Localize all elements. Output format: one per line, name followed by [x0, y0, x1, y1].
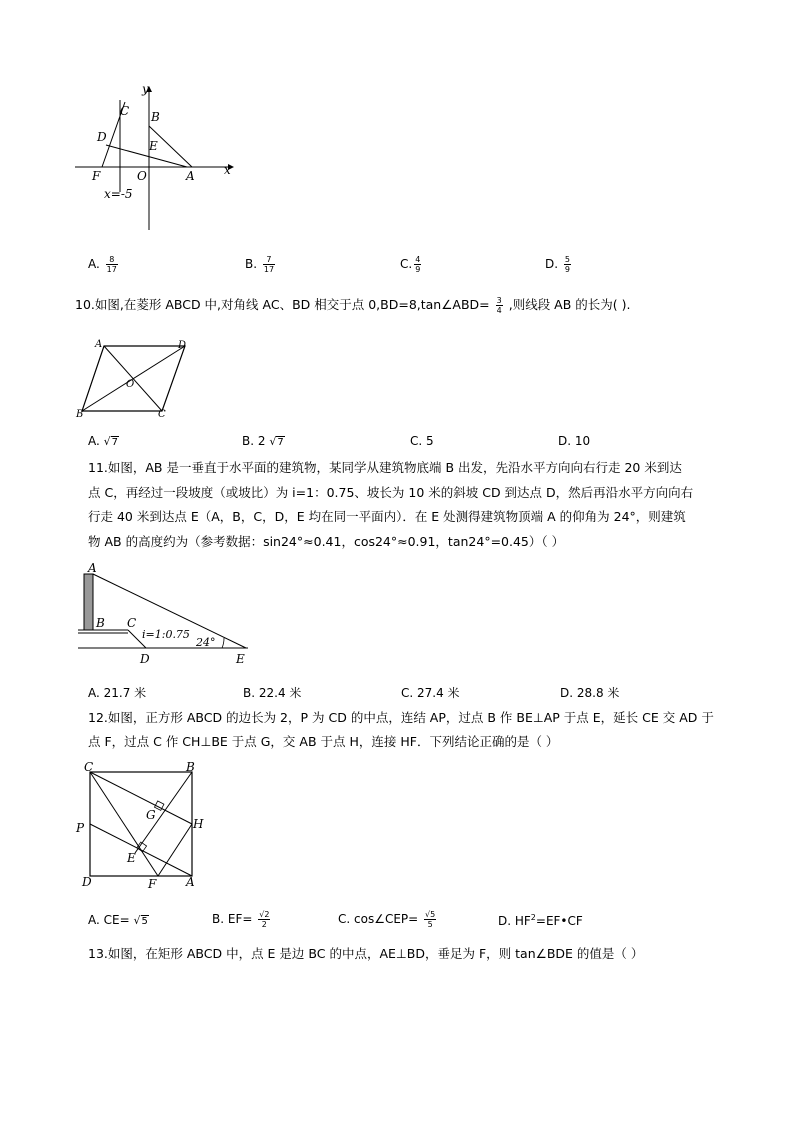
q12-option-b[interactable]: B. EF= $\frac{√2}{2}$ [212, 910, 270, 929]
label-D: D [82, 875, 92, 889]
q11-option-c[interactable]: C. 27.4 米 [401, 686, 460, 700]
label-B: B [186, 760, 195, 774]
q12-option-a[interactable]: A. CE= √5 [88, 913, 148, 927]
label-slope: i=1:0.75 [142, 628, 190, 641]
label-A: A [186, 875, 195, 889]
label-line: x=-5 [104, 187, 133, 201]
q9-option-a[interactable]: A. $\frac{8}{17}$ [88, 255, 117, 274]
label-F: F [92, 169, 101, 183]
label-H: H [193, 817, 204, 831]
label-B: B [76, 409, 84, 420]
q10-figure [70, 336, 195, 421]
label-C: C [127, 616, 137, 630]
label-y: y [142, 82, 149, 96]
q10-option-a[interactable]: A. √7 [88, 434, 119, 448]
q11-line-1: 11.如图，AB 是一垂直于水平面的建筑物，某同学从建筑物底端 B 出发，先沿水平方向向右行走 20 米到达 [88, 460, 682, 475]
label-D: D [97, 130, 107, 144]
q12-option-c[interactable]: C. cos∠CEP= $\frac{√5}{5}$ [338, 910, 436, 929]
q11-option-d[interactable]: D. 28.8 米 [560, 686, 620, 700]
label-E: E [127, 851, 136, 865]
label-C: C [158, 409, 166, 420]
label-A: A [95, 339, 103, 350]
label-D: D [178, 340, 187, 351]
q9-figure [70, 80, 245, 235]
label-G: G [146, 808, 156, 822]
q12-option-d[interactable]: D. $HF^2=EF•CF$ [498, 913, 583, 928]
label-E: E [236, 652, 245, 666]
label-A: A [88, 561, 97, 575]
label-F: F [148, 877, 157, 891]
q11-option-a[interactable]: A. 21.7 米 [88, 686, 147, 700]
label-C: C [84, 760, 94, 774]
q12-line-2: 点 F，过点 C 作 CH⊥BE 于点 G，交 AB 于点 H，连接 HF．下列结论正确的是（ ） [88, 734, 559, 749]
q11-figure [70, 560, 255, 670]
label-B: B [96, 616, 105, 630]
label-O: O [137, 169, 147, 183]
q11-line-2: 点 C，再经过一段坡度（或坡比）为 i=1：0.75、坡长为 10 米的斜坡 CD 到达点 D，然后再沿水平方向向右 [88, 485, 694, 500]
label-B: B [151, 110, 160, 124]
label-P: P [76, 821, 85, 835]
q11-line-3: 行走 40 米到达点 E（A，B，C，D，E 均在同一平面内）．在 E 处测得建筑物顶端 A 的仰角为 24°，则建筑 [88, 509, 686, 524]
q11-option-b[interactable]: B. 22.4 米 [243, 686, 302, 700]
label-O: O [126, 379, 135, 390]
q10-stem: 10.如图,在菱形 ABCD 中,对角线 AC、BD 相交于点 0,BD=8,tan∠ABD= $\frac{3}{4}$ ,则线段 AB 的长为( ). [75, 296, 631, 315]
label-A: A [186, 169, 195, 183]
q9-option-b[interactable]: B. $\frac{7}{17}$ [245, 255, 275, 274]
q9-option-c[interactable]: C. $\frac{4}{9}$ [400, 255, 421, 274]
label-D: D [140, 652, 150, 666]
q12-figure [72, 758, 212, 893]
label-C: C [120, 104, 130, 118]
q10-option-d[interactable]: D. 10 [558, 434, 591, 448]
label-angle: 24° [196, 636, 216, 649]
q12-line-1: 12.如图，正方形 ABCD 的边长为 2，P 为 CD 的中点，连结 AP，过点 B 作 BE⊥AP 于点 E，延长 CE 交 AD 于 [88, 710, 714, 725]
q10-option-b[interactable]: B. 2 √7 [242, 434, 284, 448]
q9-option-d[interactable]: D. $\frac{5}{9}$ [545, 255, 570, 274]
q13-stem: 13.如图，在矩形 ABCD 中，点 E 是边 BC 的中点，AE⊥BD，垂足为 F，则 tan∠BDE 的值是（ ） [88, 946, 644, 961]
q11-line-4: 物 AB 的高度约为（参考数据：sin24°≈0.41，cos24°≈0.91，tan24°=0.45）（ ） [88, 534, 565, 549]
q10-option-c[interactable]: C. 5 [410, 434, 434, 448]
label-x: x [224, 163, 231, 177]
label-E: E [149, 139, 158, 153]
